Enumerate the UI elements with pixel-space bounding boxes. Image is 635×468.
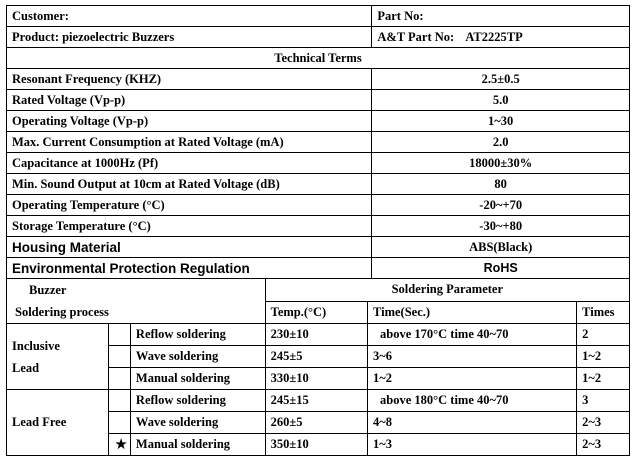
spec-row	[7, 132, 630, 153]
spec-row	[7, 174, 630, 195]
spec-sheet	[6, 5, 630, 466]
spec-row	[7, 195, 630, 216]
solder-times: 2~3	[577, 412, 630, 434]
spec-row	[7, 216, 630, 237]
at-part-value: AT2225TP	[465, 29, 523, 44]
spec-row	[7, 237, 630, 258]
soldering-param-title: Soldering Parameter	[265, 279, 629, 302]
section-title-row	[7, 48, 630, 69]
soldering-row	[7, 324, 630, 346]
group-name-inclusive-lead	[7, 324, 109, 390]
solder-time: 1~2	[368, 368, 577, 390]
row-mark	[109, 390, 131, 412]
soldering-label-line1: Buzzer	[29, 283, 67, 297]
soldering-header-row	[7, 279, 630, 302]
spec-name: Storage Temperature (°C)	[7, 216, 372, 237]
spec-name: Resonant Frequency (KHZ)	[7, 69, 372, 90]
at-part-label: A&T Part No:	[377, 29, 455, 44]
spec-name: Max. Current Consumption at Rated Voltage (mA)	[7, 132, 372, 153]
product-row	[7, 27, 630, 48]
customer-label: Customer:	[7, 6, 372, 27]
spec-row	[7, 90, 630, 111]
solder-temp: 230±10	[265, 324, 367, 346]
col-times: Times	[577, 301, 630, 324]
solder-times: 1~2	[577, 368, 630, 390]
solder-method: Manual soldering	[130, 368, 265, 390]
solder-method: Manual soldering	[130, 434, 265, 456]
solder-times: 2	[577, 324, 630, 346]
customer-row	[7, 6, 630, 27]
row-mark	[109, 324, 131, 346]
spec-value: 2.5±0.5	[372, 69, 630, 90]
solder-method: Wave soldering	[130, 412, 265, 434]
col-temp: Temp.(°C)	[265, 301, 367, 324]
solder-temp: 245±5	[265, 346, 367, 368]
spec-value: -20~+70	[372, 195, 630, 216]
group-name-line1: Lead Free	[12, 415, 67, 429]
solder-time: 1~3	[368, 434, 577, 456]
spec-value: 18000±30%	[372, 153, 630, 174]
section-title: Technical Terms	[7, 48, 630, 69]
spec-name: Housing Material	[7, 237, 372, 258]
spec-row	[7, 153, 630, 174]
solder-method: Reflow soldering	[130, 390, 265, 412]
solder-temp: 260±5	[265, 412, 367, 434]
soldering-label-line2: Soldering process	[15, 305, 109, 319]
spec-value: 1~30	[372, 111, 630, 132]
spec-value: 5.0	[372, 90, 630, 111]
spec-name: Capacitance at 1000Hz (Pf)	[7, 153, 372, 174]
solder-method: Reflow soldering	[130, 324, 265, 346]
col-time: Time(Sec.)	[368, 301, 577, 324]
spec-name: Environmental Protection Regulation	[7, 258, 372, 279]
solder-time: above 180°C time 40~70	[368, 390, 577, 412]
row-mark	[109, 346, 131, 368]
spec-row	[7, 111, 630, 132]
spec-table	[6, 5, 630, 456]
solder-times: 3	[577, 390, 630, 412]
star-icon: ★	[109, 434, 131, 456]
spec-name: Operating Voltage (Vp-p)	[7, 111, 372, 132]
solder-temp: 245±15	[265, 390, 367, 412]
spec-name: Operating Temperature (°C)	[7, 195, 372, 216]
solder-time: 4~8	[368, 412, 577, 434]
soldering-row	[7, 390, 630, 412]
spec-value: ABS(Black)	[372, 237, 630, 258]
spec-row	[7, 258, 630, 279]
group-name-line1: Inclusive	[12, 338, 60, 353]
solder-times: 1~2	[577, 346, 630, 368]
row-mark	[109, 368, 131, 390]
row-mark	[109, 412, 131, 434]
spec-row	[7, 69, 630, 90]
solder-time: 3~6	[368, 346, 577, 368]
soldering-process-label	[7, 279, 266, 324]
part-no-label: Part No:	[372, 6, 630, 27]
solder-temp: 330±10	[265, 368, 367, 390]
solder-time: above 170°C time 40~70	[368, 324, 577, 346]
group-name-lead-free	[7, 390, 109, 456]
solder-temp: 350±10	[265, 434, 367, 456]
spec-value: RoHS	[372, 258, 630, 279]
at-part-cell	[372, 27, 630, 48]
solder-times: 2~3	[577, 434, 630, 456]
spec-value: -30~+80	[372, 216, 630, 237]
group-name-line2: Lead	[12, 360, 40, 375]
solder-method: Wave soldering	[130, 346, 265, 368]
spec-name: Rated Voltage (Vp-p)	[7, 90, 372, 111]
spec-value: 2.0	[372, 132, 630, 153]
spec-value: 80	[372, 174, 630, 195]
product-label: Product: piezoelectric Buzzers	[7, 27, 372, 48]
spec-name: Min. Sound Output at 10cm at Rated Voltage (dB)	[7, 174, 372, 195]
